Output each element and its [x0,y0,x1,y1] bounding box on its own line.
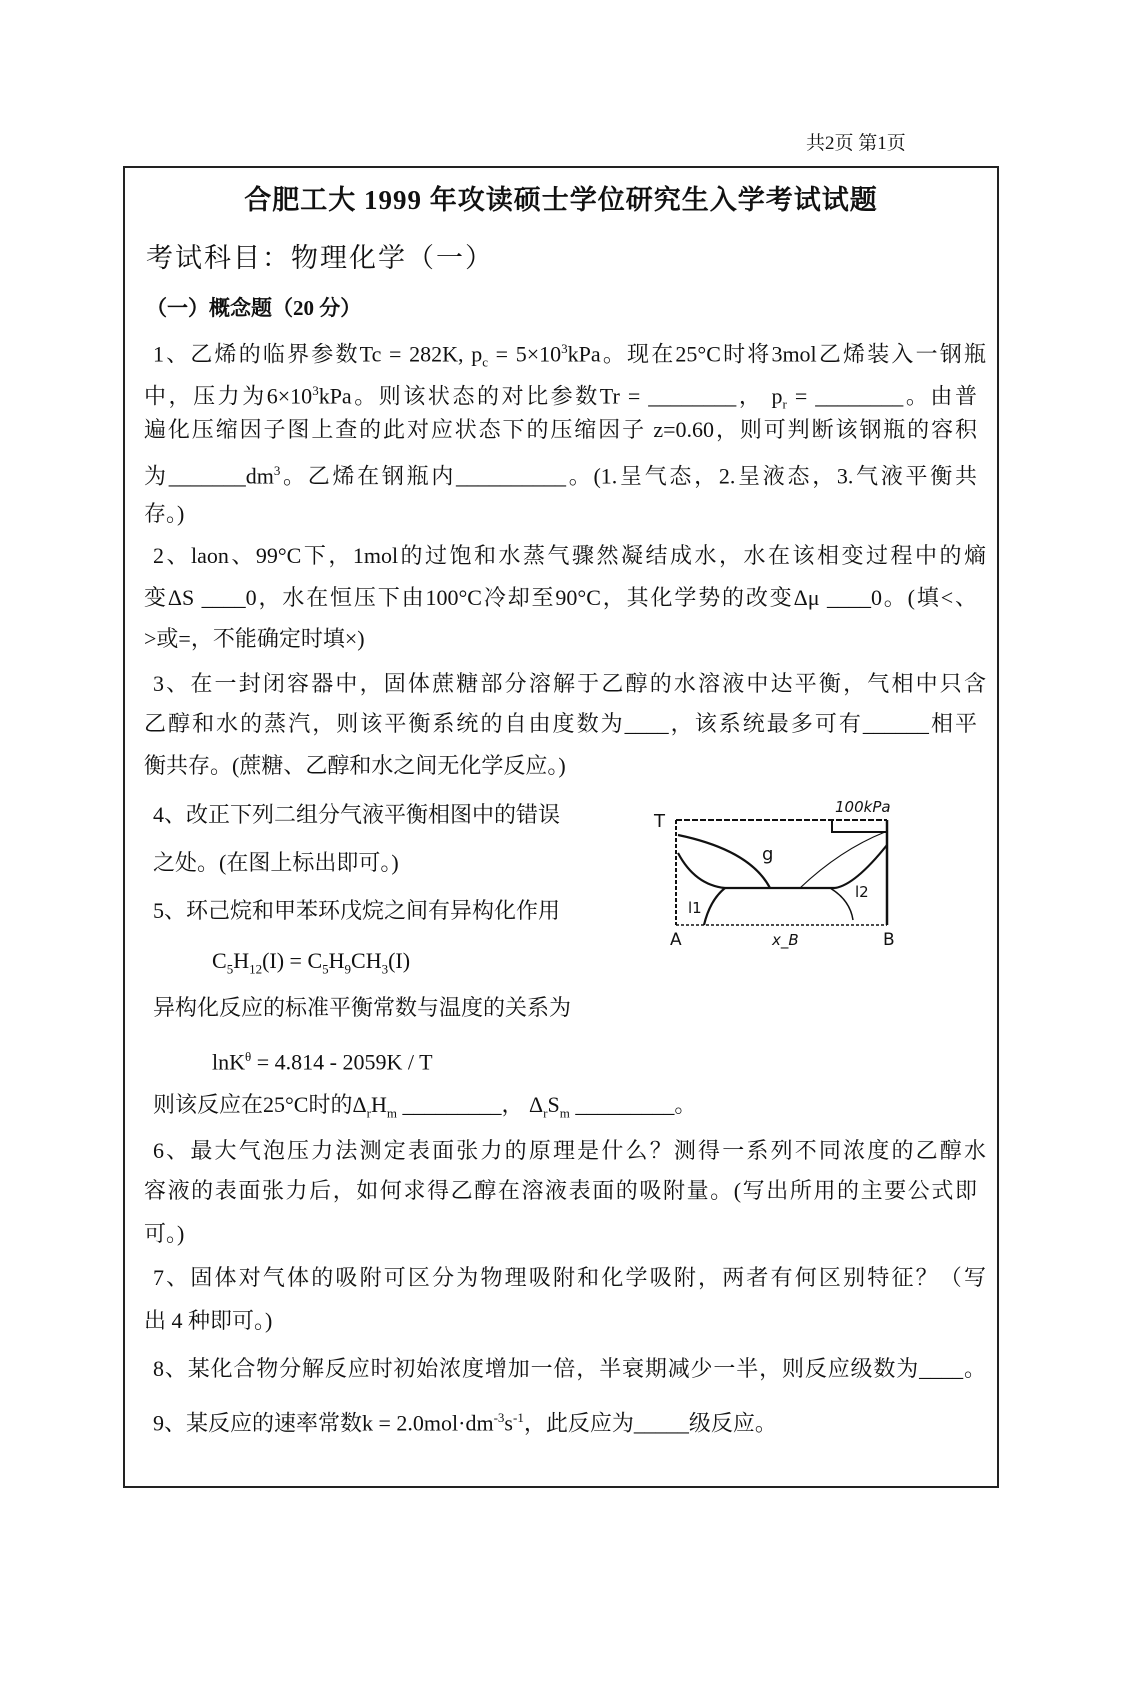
text-segment: 1、乙烯的临界参数Tc = 282K, p [153,341,483,367]
text-line [153,801,560,829]
text-segment: 容液的表面张力后，如何求得乙醇在溶液表面的吸附量。(写出所用的主要公式即 [144,1178,977,1203]
diagram-a-label: A [670,930,682,950]
text-segment: 变ΔS ____0，水在恒压下由100°C冷却至90°C，其化学势的改变Δμ ____0。(填<、 [144,585,977,610]
text-line [153,670,986,698]
phase-diagram [640,785,940,960]
text-segment: lnK [212,1049,245,1075]
diagram-t-label: T [654,811,665,832]
superscript: 3 [273,463,281,478]
text-line [144,457,977,490]
text-line [144,584,977,612]
text-segment: 9、某反应的速率常数k = 2.0mol·dm [153,1410,494,1436]
text-segment: 出 4 种即可。) [144,1308,273,1333]
text-segment: 之处。(在图上标出即可。) [153,850,399,875]
text-segment: 8、某化合物分解反应时初始浓度增加一倍，半衰期减少一半，则反应级数为____。 [153,1356,986,1381]
subscript: m [559,1105,570,1121]
text-segment: = ________。由普 [786,383,977,409]
text-line [153,1355,986,1383]
text-segment: (I) = C [262,948,323,973]
text-segment: 则该反应在25°C时的Δ [153,1092,367,1117]
text-line [153,1091,696,1127]
text-segment: 2、laon、99°C下，1mol的过饱和水蒸气骤然凝结成水，水在该相变过程中的熵 [153,543,986,568]
text-segment: 为_______dm [144,463,274,489]
page-number: 共2页 第1页 [806,133,906,154]
text-segment: >或=，不能确定时填×) [144,626,365,651]
subscript: 5 [322,961,329,977]
text-segment: kPa。则该状态的对比参数Tr = ________， p [318,383,783,409]
text-line [144,625,365,653]
diagram-l1-label: l1 [688,899,702,917]
text-segment: 衡共存。(蔗糖、乙醇和水之间无化学反应。) [144,753,566,778]
text-segment: 异构化反应的标准平衡常数与温度的关系为 [153,995,572,1020]
text-segment: H [370,1092,387,1117]
text-segment: 乙醇和水的蒸汽，则该平衡系统的自由度数为____，该系统最多可有______相平 [144,711,977,736]
text-segment: 5、环己烷和甲苯环戊烷之间有异构化作用 [153,898,561,923]
text-segment: 遍化压缩因子图上查的此对应状态下的压缩因子 z=0.60，则可判断该钢瓶的容积 [144,417,977,442]
text-segment: S [547,1092,560,1117]
text-line [153,335,986,377]
text-segment: CH [351,948,382,973]
text-segment: 存。) [144,501,185,526]
text-segment: s [504,1410,513,1436]
text-line [153,897,560,925]
subscript: c [482,354,488,370]
text-segment: 6、最大气泡压力法测定表面张力的原理是什么？测得一系列不同浓度的乙醇水 [153,1138,986,1163]
text-segment: = 4.814 - 2059K / T [251,1049,433,1075]
text-line [153,994,571,1022]
text-line [144,500,184,528]
text-segment: _________。 [569,1092,697,1117]
diagram-gas-label: g [762,844,774,865]
text-segment: _________， Δ [396,1092,544,1117]
text-line [153,1264,986,1292]
superscript: 3 [312,383,319,398]
text-segment: = 5×10 [487,341,562,367]
text-line [153,542,986,570]
text-line [144,710,977,738]
superscript: -3 [493,1410,505,1425]
subscript: 3 [381,961,389,977]
text-segment: H [328,948,345,973]
superscript: 3 [561,341,568,356]
exam-subject: 考试科目：物理化学（一） [146,243,494,273]
text-segment: kPa。现在25°C时将3mol乙烯装入一钢瓶 [567,341,986,367]
text-segment: 7、固体对气体的吸附可区分为物理吸附和化学吸附，两者有何区别特征？（写 [153,1265,986,1290]
phase-curves [678,832,887,925]
exam-title: 合肥工大 1999 年攻读硕士学位研究生入学考试试题 [244,185,878,215]
diagram-pressure-label: 100kPa [835,798,891,816]
subscript: 9 [344,961,352,977]
text-line [144,377,977,419]
text-segment: (I) [388,948,411,973]
text-line [212,1043,433,1076]
subscript: m [386,1105,397,1121]
subscript: 12 [249,961,263,977]
subscript: r [366,1105,371,1121]
text-line [153,1137,986,1165]
diagram-b-label: B [883,930,895,950]
text-segment: 可。) [144,1221,185,1246]
text-line [144,1307,272,1335]
text-line [212,947,410,983]
superscript: θ [245,1049,252,1064]
text-segment: C [212,948,227,973]
text-segment: 。乙烯在钢瓶内__________。(1.呈气态，2.呈液态，3.气液平衡共 [280,463,977,489]
diagram-x-label: x_B [772,931,799,949]
text-line [144,1177,977,1205]
text-line [144,752,566,780]
diagram-frame [676,820,887,925]
superscript: -1 [512,1410,524,1425]
text-segment: 中，压力为6×10 [144,383,313,409]
diagram-l2-label: l2 [855,883,869,901]
subscript: 5 [226,961,234,977]
text-line [153,849,399,877]
text-segment: 4、改正下列二组分气液平衡相图中的错误 [153,802,561,827]
text-line [144,416,977,444]
section-heading: （一）概念题（20 分） [146,296,362,320]
text-segment: ，此反应为_____级反应。 [523,1410,777,1436]
text-line [153,1404,777,1437]
text-segment: H [233,948,250,973]
subscript: r [782,396,787,412]
text-segment: 3、在一封闭容器中，固体蔗糖部分溶解于乙醇的水溶液中达平衡，气相中只含 [153,671,986,696]
subscript: r [543,1105,548,1121]
text-line [144,1220,184,1248]
